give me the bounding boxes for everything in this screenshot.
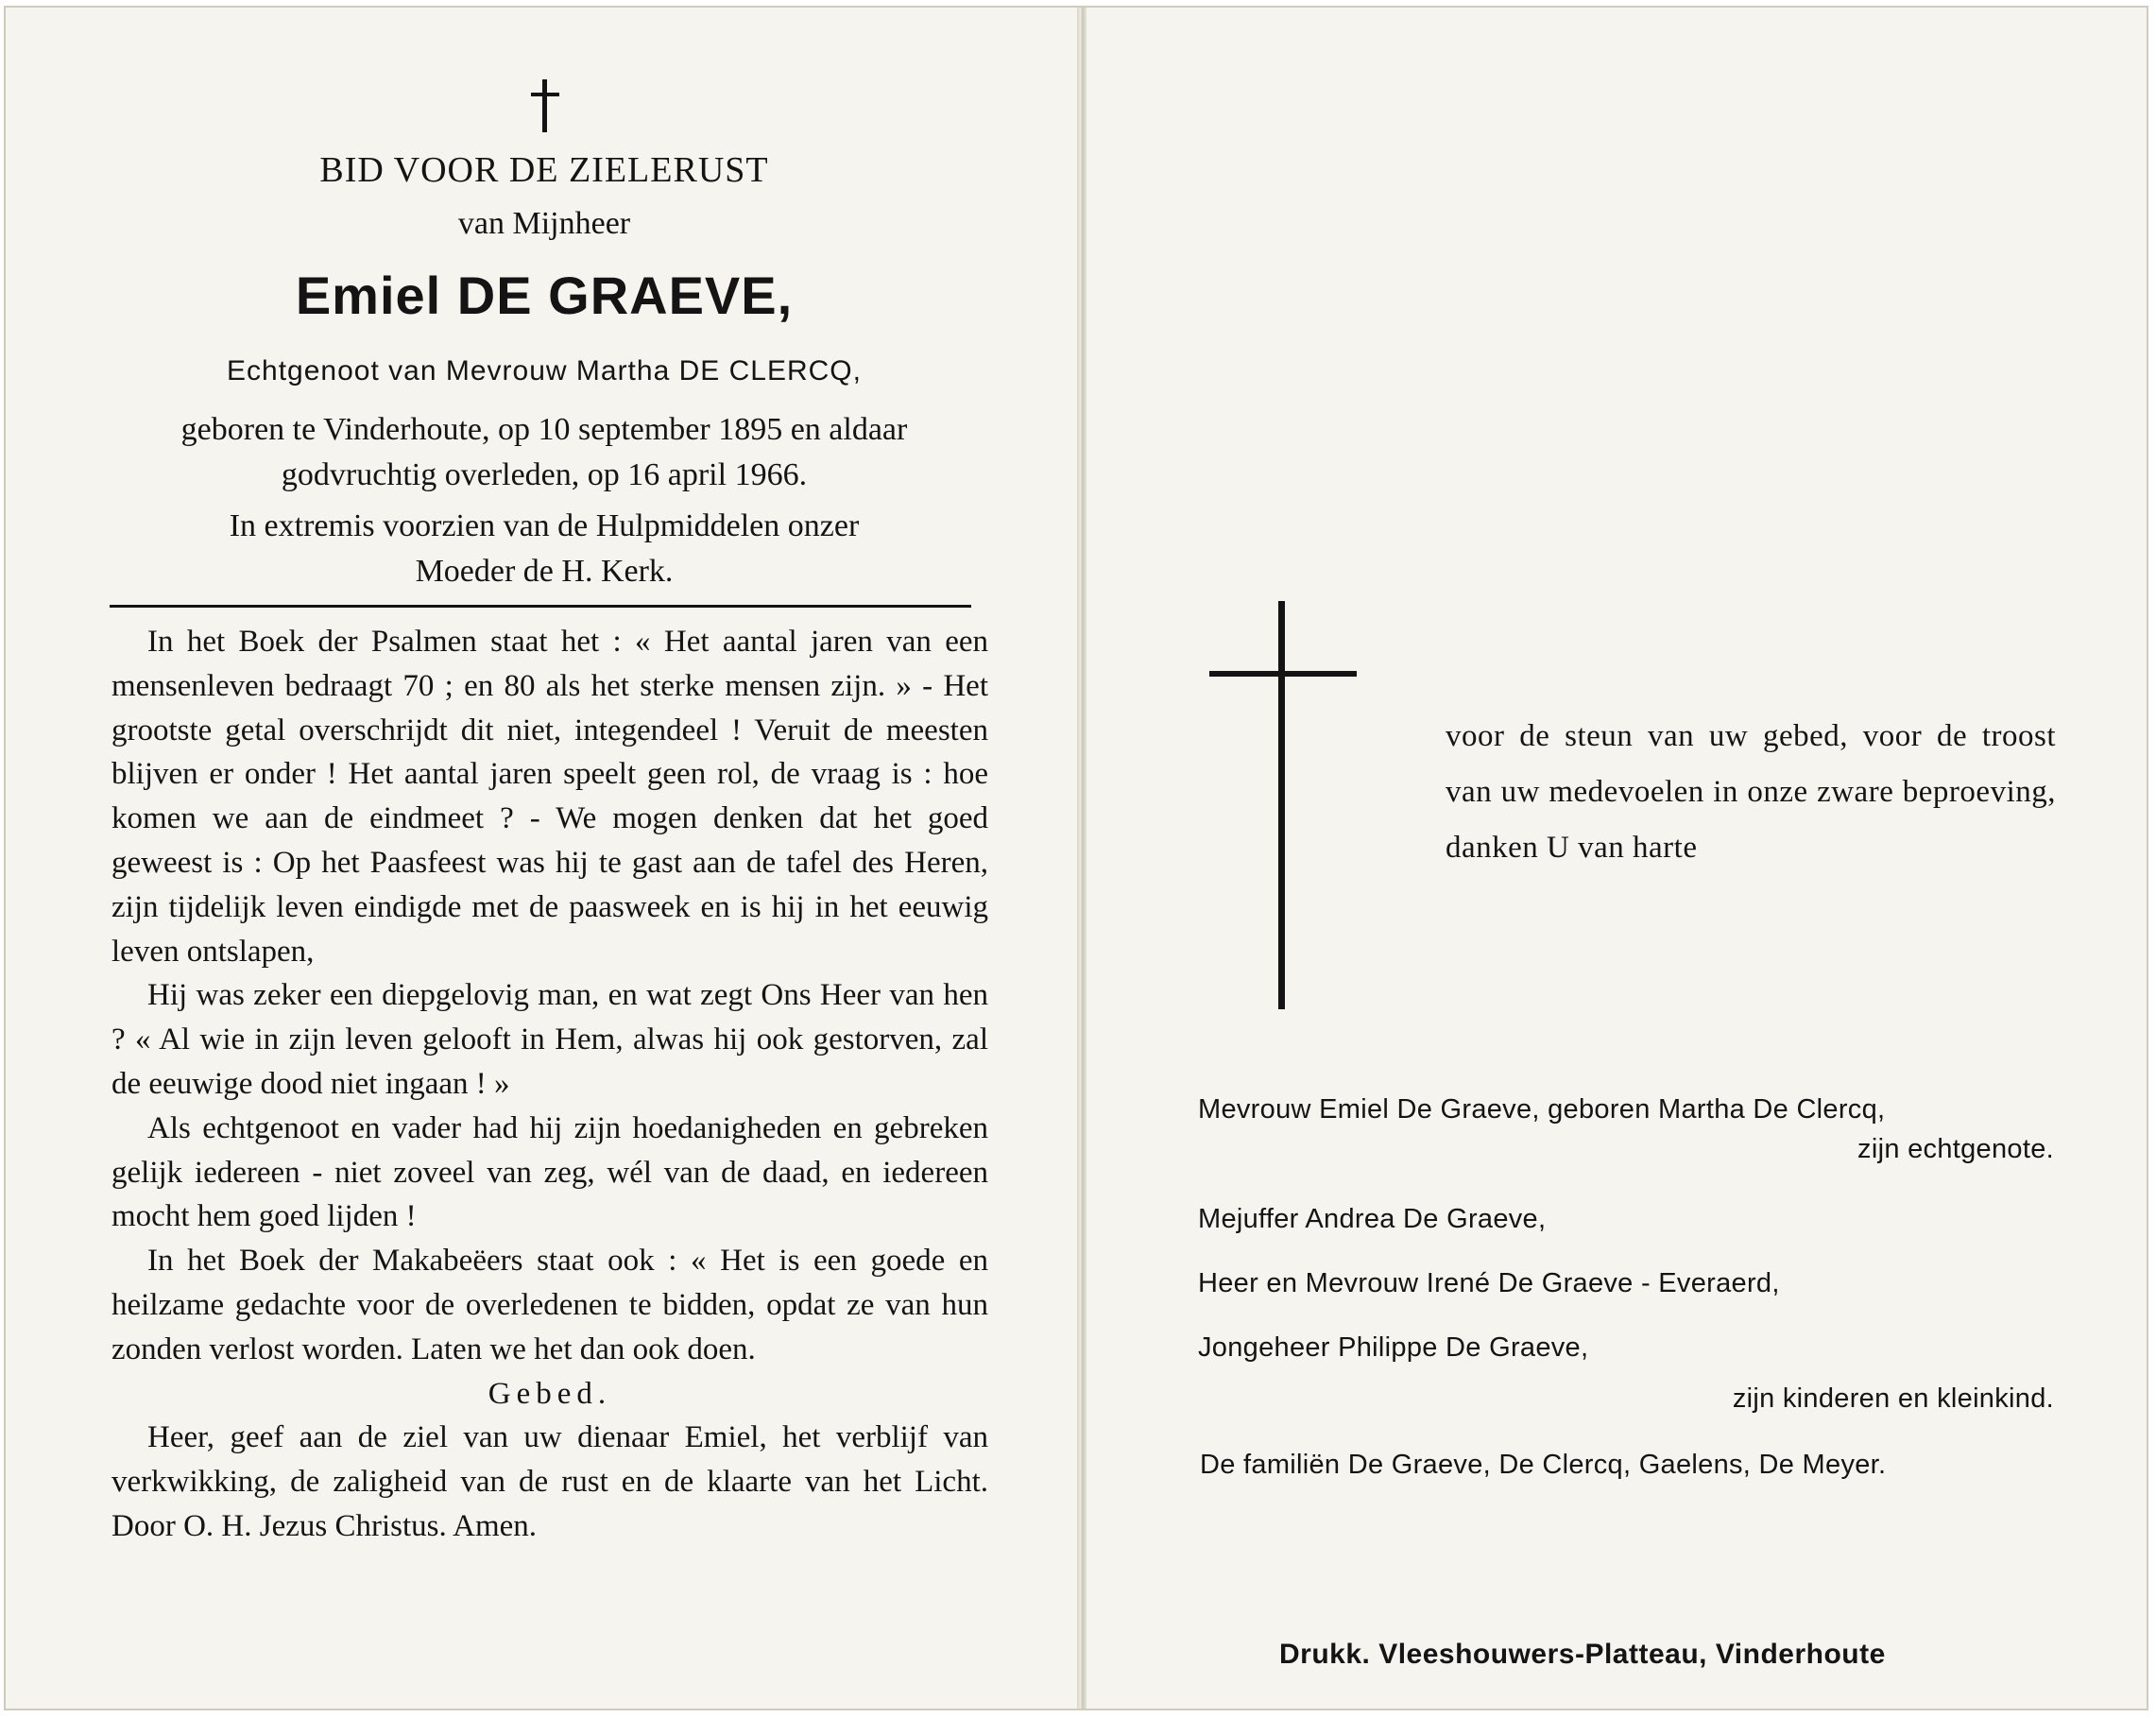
right-panel [1087, 8, 2148, 1709]
left-panel [6, 8, 1077, 1709]
birth-line-1: geboren te Vinderhoute, op 10 september 1895 en aldaar [180, 412, 908, 447]
prayer-text: Heer, geef aan de ziel van uw dienaar Emiel, het verblijf van verkwikking, de zaligheid van de rust en de klaarte van het Licht. Door O. H. Jezus Christus. Amen. [111, 1420, 988, 1543]
paragraph: In het Boek der Makabeëers staat ook : « Het is een goede en heilzame gedachte voor de overledenen te bidden, opdat ze van hun zonden verlost worden. Laten we het dan ook doen. [111, 1244, 988, 1366]
printer-credit: Drukk. Vleeshouwers-Platteau, Vinderhoute [1279, 1639, 1886, 1670]
birth-line-2: godvruchtig overleden, op 16 april 1966. [281, 457, 808, 492]
extremis-line-2: Moeder de H. Kerk. [415, 554, 674, 589]
prayer-title: Gebed. [488, 1376, 612, 1411]
card-fold [1077, 8, 1087, 1709]
extremis-line-1: In extremis voorzien van de Hulpmiddelen onzer [229, 508, 860, 543]
memorial-card [4, 6, 2148, 1710]
large-cross-icon [1209, 601, 1357, 1009]
family-line: Jongeheer Philippe De Graeve, [1198, 1332, 1589, 1363]
salutation: van Mijnheer [457, 206, 631, 241]
heading: BID VOOR DE ZIELERUST [319, 150, 769, 190]
paragraph: Als echtgenoot en vader had hij zijn hoedanigheden en gebreken gelijk iedereen - niet zoveel van zeg, wél van de daad, en iedereen mocht hem goed lijden ! [111, 1110, 988, 1234]
family-line: Mejuffer Andrea De Graeve, [1198, 1204, 1547, 1234]
deceased-name: Emiel DE GRAEVE, [295, 266, 794, 325]
paragraph: Hij was zeker een diepgelovig man, en wat zegt Ons Heer van hen ? « Al wie in zijn leven gelooft in Hem, alwas hij ook gestorven, zal de eeuwige dood niet ingaan ! » [111, 978, 988, 1101]
spouse-line: Echtgenoot van Mevrouw Martha DE CLERCQ, [227, 355, 862, 387]
family-line: zijn echtgenote. [1857, 1134, 2054, 1164]
thanks-text: voor de steun van uw gebed, voor de troost van uw medevoelen in onze zware beproeving, danken U van harte [1446, 719, 2056, 865]
cross-icon [531, 79, 559, 132]
family-line: zijn kinderen en kleinkind. [1732, 1383, 2054, 1414]
divider [110, 605, 971, 608]
family-line: Heer en Mevrouw Irené De Graeve - Everaerd, [1198, 1268, 1780, 1298]
paragraph: In het Boek der Psalmen staat het : « Het aantal jaren van een mensenleven bedraagt 70 ; en 80 als het sterke mensen zijn. » - Het grootste getal overschrijdt dit niet, integendeel ! Veruit de meesten blijven er onder ! Het aantal jaren speelt geen rol, de vraag is : hoe komen we aan de eindmeet ? - We mogen denken dat het goed geweest is : Op het Paasfeest was hij te gast aan de tafel des Heren, zijn tijdelijk leven eindigde met de paasweek en is hij in het eeuwig leven ontslapen, [111, 625, 988, 969]
family-line: Mevrouw Emiel De Graeve, geboren Martha De Clercq, [1198, 1094, 1886, 1125]
body-text [111, 620, 988, 1549]
family-line: De familiën De Graeve, De Clercq, Gaelens, De Meyer. [1200, 1450, 1887, 1480]
